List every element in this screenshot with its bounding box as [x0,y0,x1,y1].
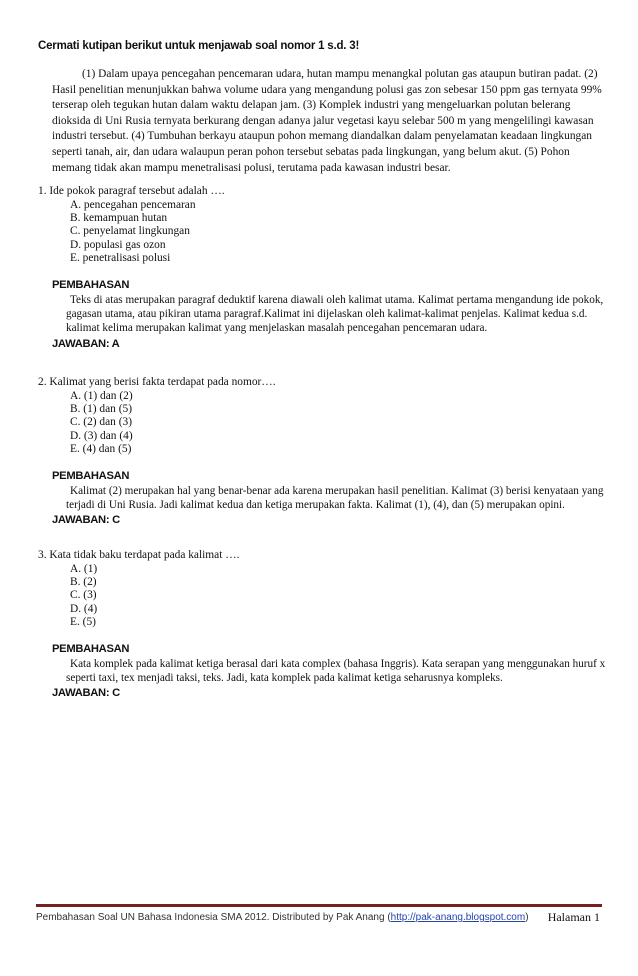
option-b: B. (2) [70,576,97,589]
reading-passage: (1) Dalam upaya pencegahan pencemaran udara, hutan mampu menangkal polutan gas ataupun butiran padat. (2) Hasil penelitian menunjukkan bahwa volume udara yang mengandung polusi gas zon sebesar 150 ppm gas ternyata 99% terserap oleh tegukan hutan dalam waktu delapan jam. (3) Komplek industri yang mengeluarkan polutan belerang dioksida di Uni Rusia ternyata berkurang dengan adanya jalur vegetasi kayu selebar 500 m yang mengelilingi kawasan industri tersebut. (4) Tumbuhan berkayu ataupun pohon memang diandalkan dalam penyelamatan keadaan lingkungan seperti tanah, air, dan udara walaupun peran pohon tersebut sebatas pada lingkungan, yang belum akut. (5) Pohon memang tidak akan mampu menetralisasi polusi, terutama pada kawasan industri besar. [52,68,602,174]
option-a: A. (1) dan (2) [70,390,133,402]
footer-paren: ) [525,912,529,923]
option-d: D. (3) dan (4) [70,429,133,442]
discussion-heading: PEMBAHASAN [52,643,130,656]
option-e: E. penetralisasi polusi [70,251,171,264]
option-c: C. (3) [70,589,97,602]
discussion-text: Teks di atas merupakan paragraf deduktif karena diawali oleh kalimat utama. Kalimat pertama mengandung ide pokok, gagasan utama, atau pikiran utama paragraf.Kalimat ini dijelaskan oleh kalimat-kalimat penjelas. Kalimat kedua s.d. kalimat kelima merupakan kalimat yang menjelaskan masalah pencegahan pencemaran udara. [66,294,604,335]
question-block-1 [38,184,608,351]
discussion-heading: PEMBAHASAN [52,279,130,292]
page-number: Halaman 1 [547,910,600,924]
page-footer [36,912,602,923]
option-e: E. (4) dan (5) [70,442,132,455]
option-e: E. (5) [70,615,96,628]
option-b: B. (1) dan (5) [70,403,132,416]
option-list [38,390,608,456]
question-block-2 [38,375,608,527]
footer-text: Pembahasan Soal UN Bahasa Indonesia SMA 2012. Distributed by Pak Anang ( [36,912,391,923]
question-text: 3. Kata tidak baku terdapat pada kalimat …. [38,549,240,561]
discussion-heading: PEMBAHASAN [52,470,130,483]
option-c: C. (2) dan (3) [70,416,132,429]
footer-divider [36,904,602,907]
question-text: 2. Kalimat yang berisi fakta terdapat pada nomor…. [38,376,276,388]
option-list [38,563,608,629]
option-b: B. kemampuan hutan [70,212,168,225]
instruction-heading: Cermati kutipan berikut untuk menjawab soal nomor 1 s.d. 3! [38,40,360,52]
answer-key: JAWABAN: A [52,337,120,350]
answer-key: JAWABAN: C [52,514,120,527]
discussion-text: Kata komplek pada kalimat ketiga berasal dari kata complex (bahasa Inggris). Kata serapan yang menggunakan huruf x seperti taxi, tex menjadi taksi, teks. Jadi, kata komplek pada kalimat ketiga seharusnya kompleks. [66,658,606,685]
answer-key: JAWABAN: C [52,687,120,700]
option-a: A. (1) [70,563,98,575]
option-c: C. penyelamat lingkungan [70,225,190,238]
question-block-3 [38,548,608,700]
option-d: D. populasi gas ozon [70,238,166,251]
option-list [38,199,608,265]
footer-link[interactable]: http://pak-anang.blogspot.com [390,912,526,923]
option-a: A. pencegahan pencemaran [70,199,196,211]
question-text: 1. Ide pokok paragraf tersebut adalah …. [38,185,225,197]
option-d: D. (4) [70,602,98,615]
discussion-text: Kalimat (2) merupakan hal yang benar-benar ada karena merupakan hasil penelitian. Kalimat (3) berisi kenyataan yang terjadi di Uni Rusia. Jadi kalimat kedua dan ketiga merupakan fakta. Kalimat (1), (4), dan (5) merupakan opini. [66,485,604,512]
